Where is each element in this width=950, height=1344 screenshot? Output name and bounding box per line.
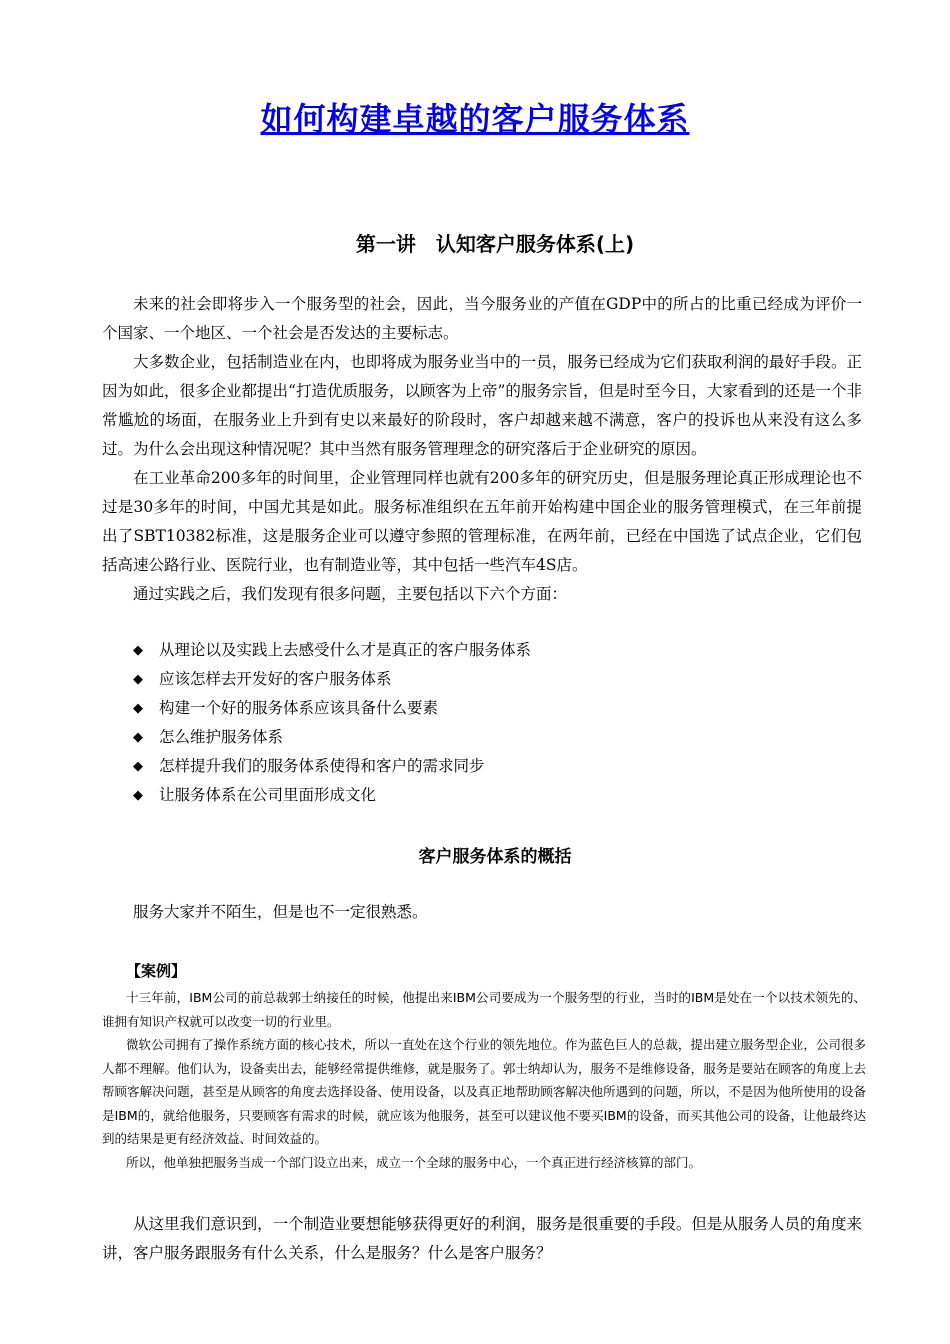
diamond-bullet-icon: ◆	[133, 672, 143, 687]
case-text	[102, 986, 866, 1174]
diamond-bullet-icon: ◆	[133, 759, 143, 774]
list-item-text: 构建一个好的服务体系应该具备什么要素	[159, 699, 439, 717]
diamond-bullet-icon: ◆	[133, 701, 143, 716]
closing-paragraph: 从这里我们意识到，一个制造业要想能够获得更好的利润，服务是很重要的手段。但是从服务人员的角度来讲，客户服务跟服务有什么关系，什么是服务？什么是客户服务？	[102, 1215, 862, 1262]
case-label: 【案例】	[126, 962, 187, 980]
intro-paragraph-4: 通过实践之后，我们发现有很多问题，主要包括以下六个方面：	[133, 585, 568, 603]
list-item	[133, 636, 531, 665]
section-heading: 客户服务体系的概括	[418, 847, 572, 867]
diamond-bullet-icon: ◆	[133, 730, 143, 745]
lecture-heading: 第一讲 认知客户服务体系(上)	[355, 232, 635, 256]
case-paragraph-2: 微软公司拥有了操作系统方面的核心技术，所以一直处在这个行业的领先地位。作为蓝色巨人的总裁，提出建立服务型企业，公司很多人都不理解。他们认为，设备卖出去，能够经常提供维修，就是服务了。郭士纳却认为，服务不是维修设备，服务是要站在顾客的角度上去帮顾客解决问题，甚至是从顾客的角度去选择设备、使用设备，以及真正地帮助顾客解决他所遇到的问题，所以，不是因为他所使用的设备是IBM的，就给他服务，只要顾客有需求的时候，就应该为他服务，甚至可以建议他不要买IBM的设备，而买其他公司的设备，让他最终达到的结果是更有经济效益、时间效益的。	[102, 1037, 866, 1146]
list-item	[133, 694, 531, 723]
closing-block	[102, 1210, 862, 1268]
section-intro-block	[102, 898, 862, 927]
list-item	[133, 723, 531, 752]
list-item-text: 怎么维护服务体系	[159, 728, 284, 746]
list-item	[133, 665, 531, 694]
list-item-text: 从理论以及实践上去感受什么才是真正的客户服务体系	[159, 641, 532, 659]
intro-text	[102, 290, 862, 609]
diamond-bullet-icon: ◆	[133, 788, 143, 803]
list-item	[133, 752, 531, 781]
issues-list	[133, 636, 531, 810]
intro-paragraph-1: 未来的社会即将步入一个服务型的社会，因此，当今服务业的产值在GDP中的所占的比重已经成为评价一个国家、一个地区、一个社会是否发达的主要标志。	[102, 295, 862, 342]
case-paragraph-1: 十三年前，IBM公司的前总裁郭士纳接任的时候，他提出来IBM公司要成为一个服务型的行业，当时的IBM是处在一个以技术领先的、谁拥有知识产权就可以改变一切的行业里。	[102, 990, 866, 1029]
list-item-text: 让服务体系在公司里面形成文化	[159, 786, 377, 804]
intro-paragraph-2: 大多数企业，包括制造业在内，也即将成为服务业当中的一员，服务已经成为它们获取利润的最好手段。正因为如此，很多企业都提出“打造优质服务，以顾客为上帝”的服务宗旨，但是时至今日，大家看到的还是一个非常尴尬的场面，在服务业上升到有史以来最好的阶段时，客户却越来越不满意，客户的投诉也从来没有这么多过。为什么会出现这种情况呢？其中当然有服务管理理念的研究落后于企业研究的原因。	[102, 353, 862, 458]
list-item-text: 应该怎样去开发好的客户服务体系	[159, 670, 392, 688]
diamond-bullet-icon: ◆	[133, 643, 143, 658]
list-item	[133, 781, 531, 810]
document-title[interactable]: 如何构建卓越的客户服务体系	[260, 100, 690, 138]
list-item-text: 怎样提升我们的服务体系使得和客户的需求同步	[159, 757, 485, 775]
case-paragraph-3: 所以，他单独把服务当成一个部门设立出来，成立一个全球的服务中心，一个真正进行经济核算的部门。	[126, 1154, 702, 1170]
section-intro: 服务大家并不陌生，但是也不一定很熟悉。	[133, 903, 428, 921]
intro-paragraph-3: 在工业革命200多年的时间里，企业管理同样也就有200多年的研究历史，但是服务理论真正形成理论也不过是30多年的时间，中国尤其是如此。服务标准组织在五年前开始构建中国企业的服务管理模式，在三年前提出了SBT10382标准，这是服务企业可以遵守参照的管理标准，在两年前，已经在中国选了试点企业，它们包括高速公路行业、医院行业，也有制造业等，其中包括一些汽车4S店。	[102, 469, 862, 574]
